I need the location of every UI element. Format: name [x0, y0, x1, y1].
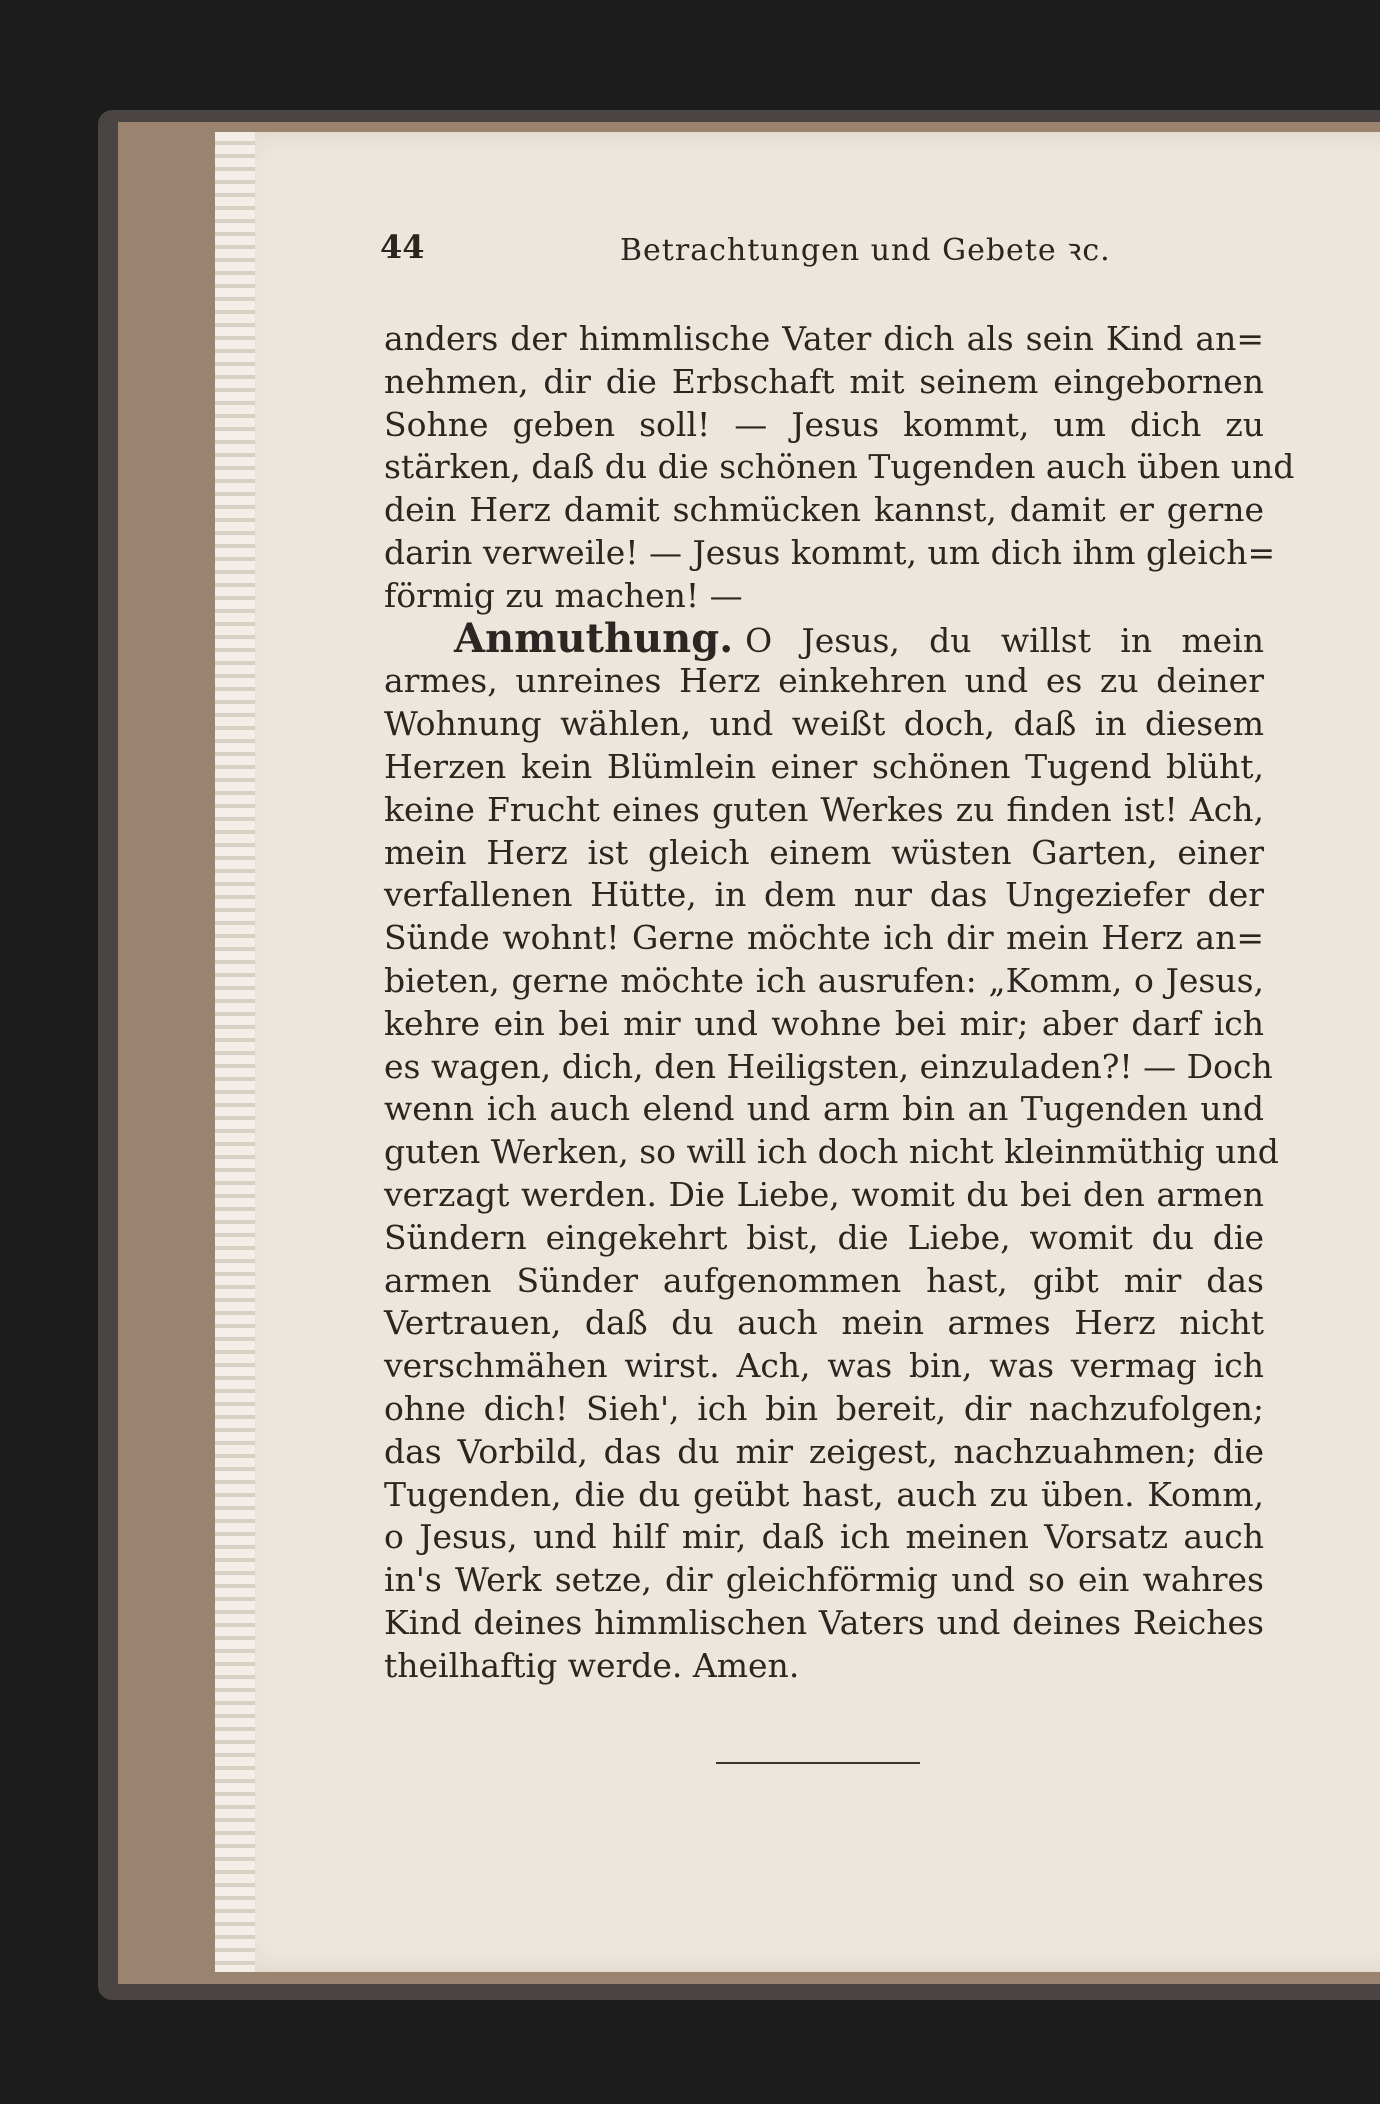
- text-line: theilhaftig werde. Amen.: [384, 1645, 800, 1685]
- text-line: dein Herz damit schmücken kannst, damit er gerne: [384, 490, 1264, 530]
- text-line: ohne dich! Sieh', ich bin bereit, dir nachzufolgen;: [384, 1388, 1264, 1428]
- text-line: O Jesus, du willst in mein: [745, 620, 1264, 660]
- text-line: Sünde wohnt! Gerne möchte ich dir mein Herz an=: [384, 918, 1264, 958]
- text-line: armes, unreines Herz einkehren und es zu deiner: [384, 661, 1264, 701]
- text-line: o Jesus, und hilf mir, daß ich meinen Vorsatz auch: [384, 1517, 1264, 1557]
- text-line: Sündern eingekehrt bist, die Liebe, womit du die: [384, 1217, 1264, 1257]
- text-line: es wagen, dich, den Heiligsten, einzuladen?! — Doch: [384, 1046, 1273, 1086]
- text-line: Kind deines himmlischen Vaters und deines Reiches: [384, 1602, 1264, 1642]
- text-line: förmig zu machen! —: [384, 575, 743, 615]
- running-head: Betrachtungen und Gebete ꝛc.: [620, 233, 1111, 268]
- end-rule: [716, 1762, 920, 1764]
- text-line: das Vorbild, das du mir zeigest, nachzuahmen; die: [384, 1431, 1264, 1471]
- text-line: verschmähen wirst. Ach, was bin, was vermag ich: [384, 1346, 1264, 1386]
- text-line: stärken, daß du die schönen Tugenden auch üben und: [384, 447, 1295, 487]
- text-line: guten Werken, so will ich doch nicht kleinmüthig und: [384, 1132, 1279, 1172]
- text-line: nehmen, dir die Erbschaft mit seinem eingebornen: [384, 361, 1264, 401]
- section-heading: Anmuthung.: [454, 614, 734, 662]
- page-number: 44: [380, 228, 425, 266]
- text-line: verzagt werden. Die Liebe, womit du bei den armen: [384, 1174, 1264, 1214]
- page-header: [380, 228, 1310, 268]
- text-line: Herzen kein Blümlein einer schönen Tugend blüht,: [384, 746, 1264, 786]
- page-edges: [215, 132, 255, 1972]
- text-line: armen Sünder aufgenommen hast, gibt mir das: [384, 1260, 1264, 1300]
- text-line: Sohne geben soll! — Jesus kommt, um dich zu: [384, 404, 1264, 444]
- text-line: verfallenen Hütte, in dem nur das Ungeziefer der: [384, 875, 1264, 915]
- text-line: bieten, gerne möchte ich ausrufen: „Komm, o Jesus,: [384, 960, 1264, 1000]
- text-line: Wohnung wählen, und weißt doch, daß in diesem: [384, 704, 1264, 744]
- paragraph-start: [384, 614, 1264, 662]
- text-line: kehre ein bei mir und wohne bei mir; aber darf ich: [384, 1003, 1264, 1043]
- text-line: darin verweile! — Jesus kommt, um dich ihm gleich=: [384, 532, 1276, 572]
- text-line: Tugenden, die du geübt hast, auch zu üben. Komm,: [384, 1474, 1264, 1514]
- text-line: in's Werk setze, dir gleichförmig und so ein wahres: [384, 1560, 1264, 1600]
- text-line: mein Herz ist gleich einem wüsten Garten, einer: [384, 832, 1264, 872]
- text-line: keine Frucht eines guten Werkes zu finden ist! Ach,: [384, 789, 1264, 829]
- body-text: [384, 318, 1295, 1688]
- text-line: anders der himmlische Vater dich als sein Kind an=: [384, 319, 1264, 358]
- text-line: Vertrauen, daß du auch mein armes Herz nicht: [384, 1303, 1264, 1343]
- text-line: wenn ich auch elend und arm bin an Tugenden und: [384, 1089, 1264, 1129]
